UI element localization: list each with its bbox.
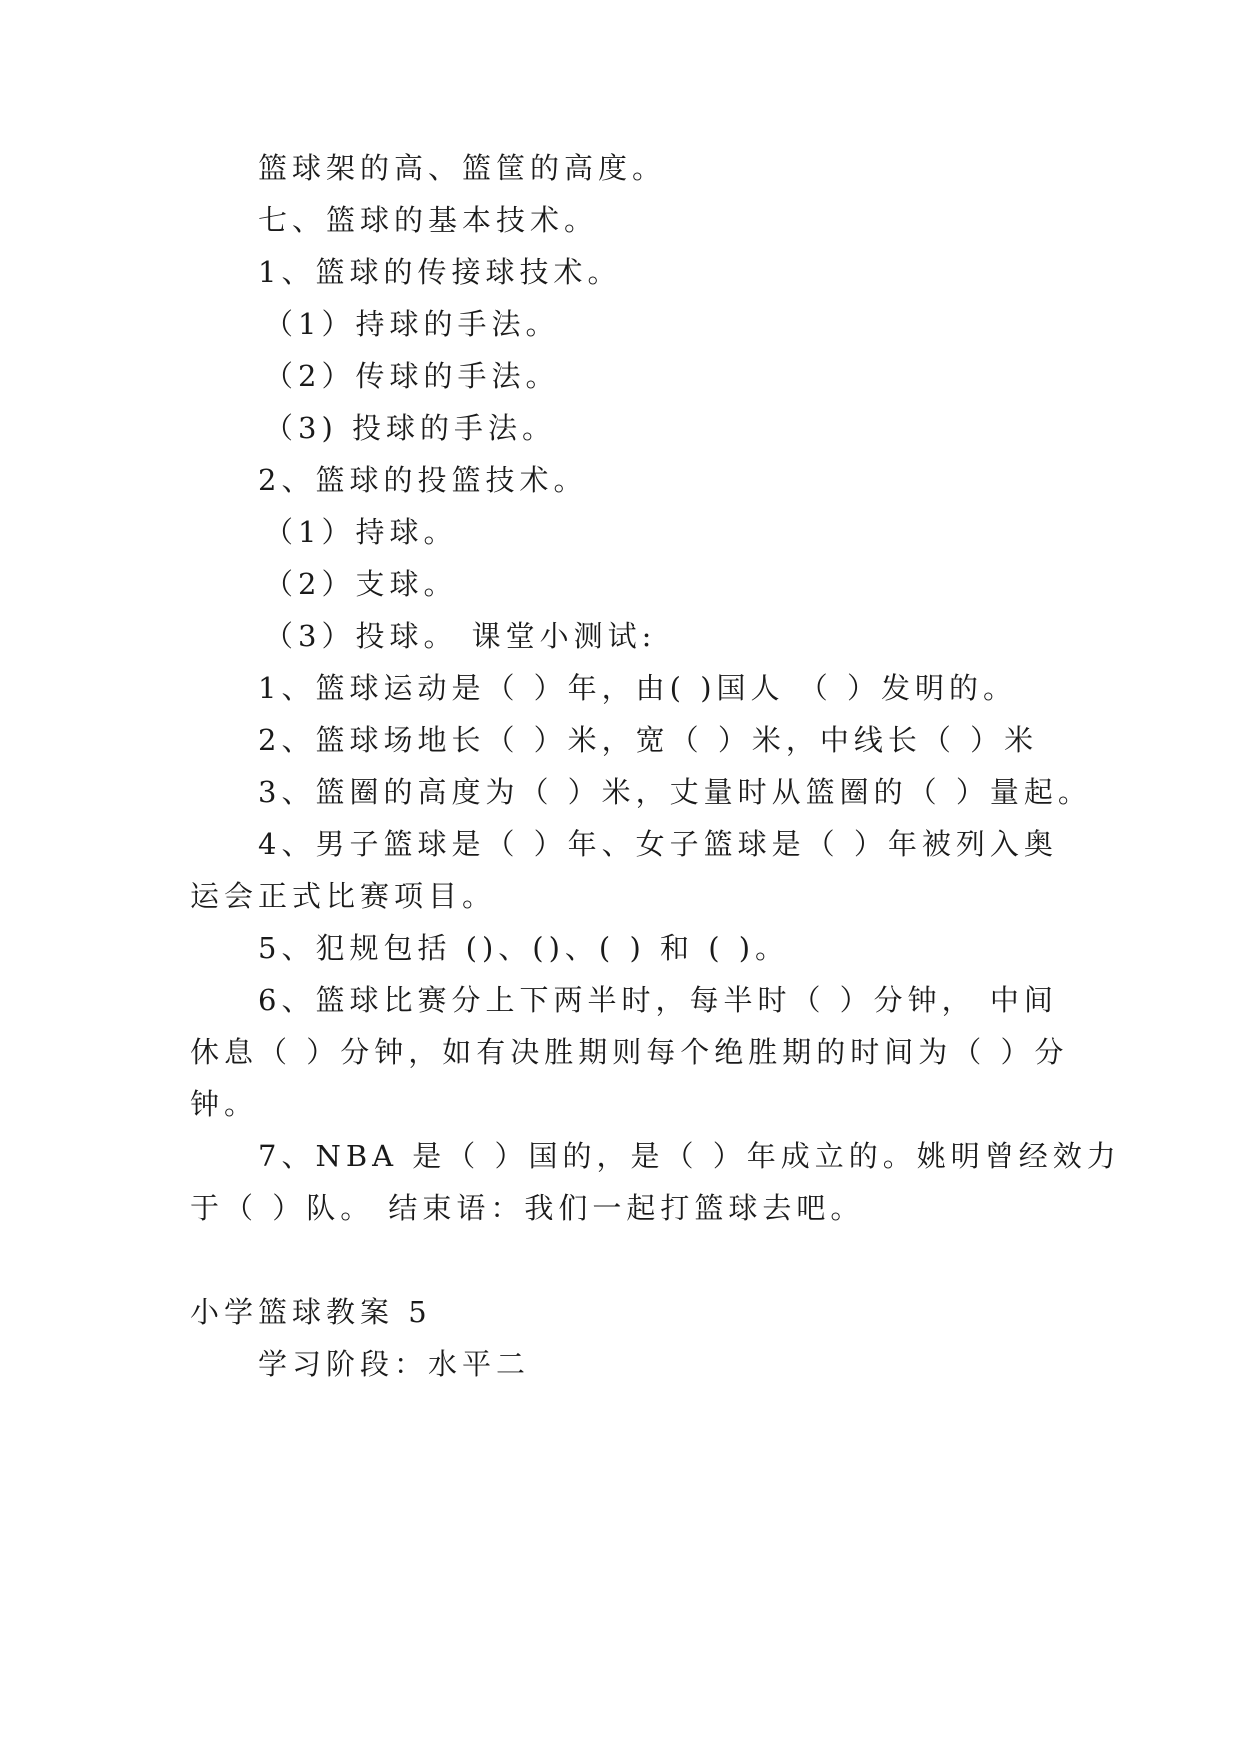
quiz-question: 5、犯规包括 ()、()、( ) 和 ( )。 [258, 931, 790, 965]
section-title: 小学篮球教案 5 [190, 1295, 432, 1329]
text-line: （1）持球的手法。 [264, 307, 560, 341]
text-line: （2）支球。 [264, 567, 458, 601]
text-line: （2）传球的手法。 [264, 359, 560, 393]
quiz-question: 3、篮圈的高度为（ ）米，丈量时从篮圈的（ ）量起。 [258, 775, 1092, 809]
text-line: （3) 投球的手法。 [264, 411, 556, 445]
text-line: 学习阶段：水平二 [258, 1347, 531, 1381]
text-line: （3）投球。 课堂小测试: [264, 619, 657, 653]
text-line: 运会正式比赛项目。 [190, 879, 497, 913]
text-line: 1、篮球的传接球技术。 [258, 255, 622, 289]
quiz-question: 2、篮球场地长（ ）米，宽（ ）米，中线长（ ）米 [258, 723, 1039, 757]
quiz-question: 6、篮球比赛分上下两半时，每半时（ ）分钟， 中间 [258, 983, 1058, 1017]
text-line: 休息（ ）分钟，如有决胜期则每个绝胜期的时间为（ ）分 [190, 1035, 1069, 1069]
quiz-question: 1、篮球运动是（ ）年，由( )国人 （ ）发明的。 [258, 671, 1017, 705]
quiz-question: 4、男子篮球是（ ）年、女子篮球是（ ）年被列入奥 [258, 827, 1058, 861]
text-line: 篮球架的高、篮筐的高度。 [258, 151, 667, 185]
quiz-question: 7、NBA 是（ ）国的，是（ ）年成立的。姚明曾经效力 [258, 1139, 1121, 1173]
text-line: （1）持球。 [264, 515, 458, 549]
section-heading: 七、篮球的基本技术。 [258, 203, 599, 237]
text-line: 钟。 [190, 1087, 259, 1121]
text-line: 2、篮球的投篮技术。 [258, 463, 588, 497]
text-line: 于（ ）队。 结束语：我们一起打篮球去吧。 [190, 1191, 865, 1225]
